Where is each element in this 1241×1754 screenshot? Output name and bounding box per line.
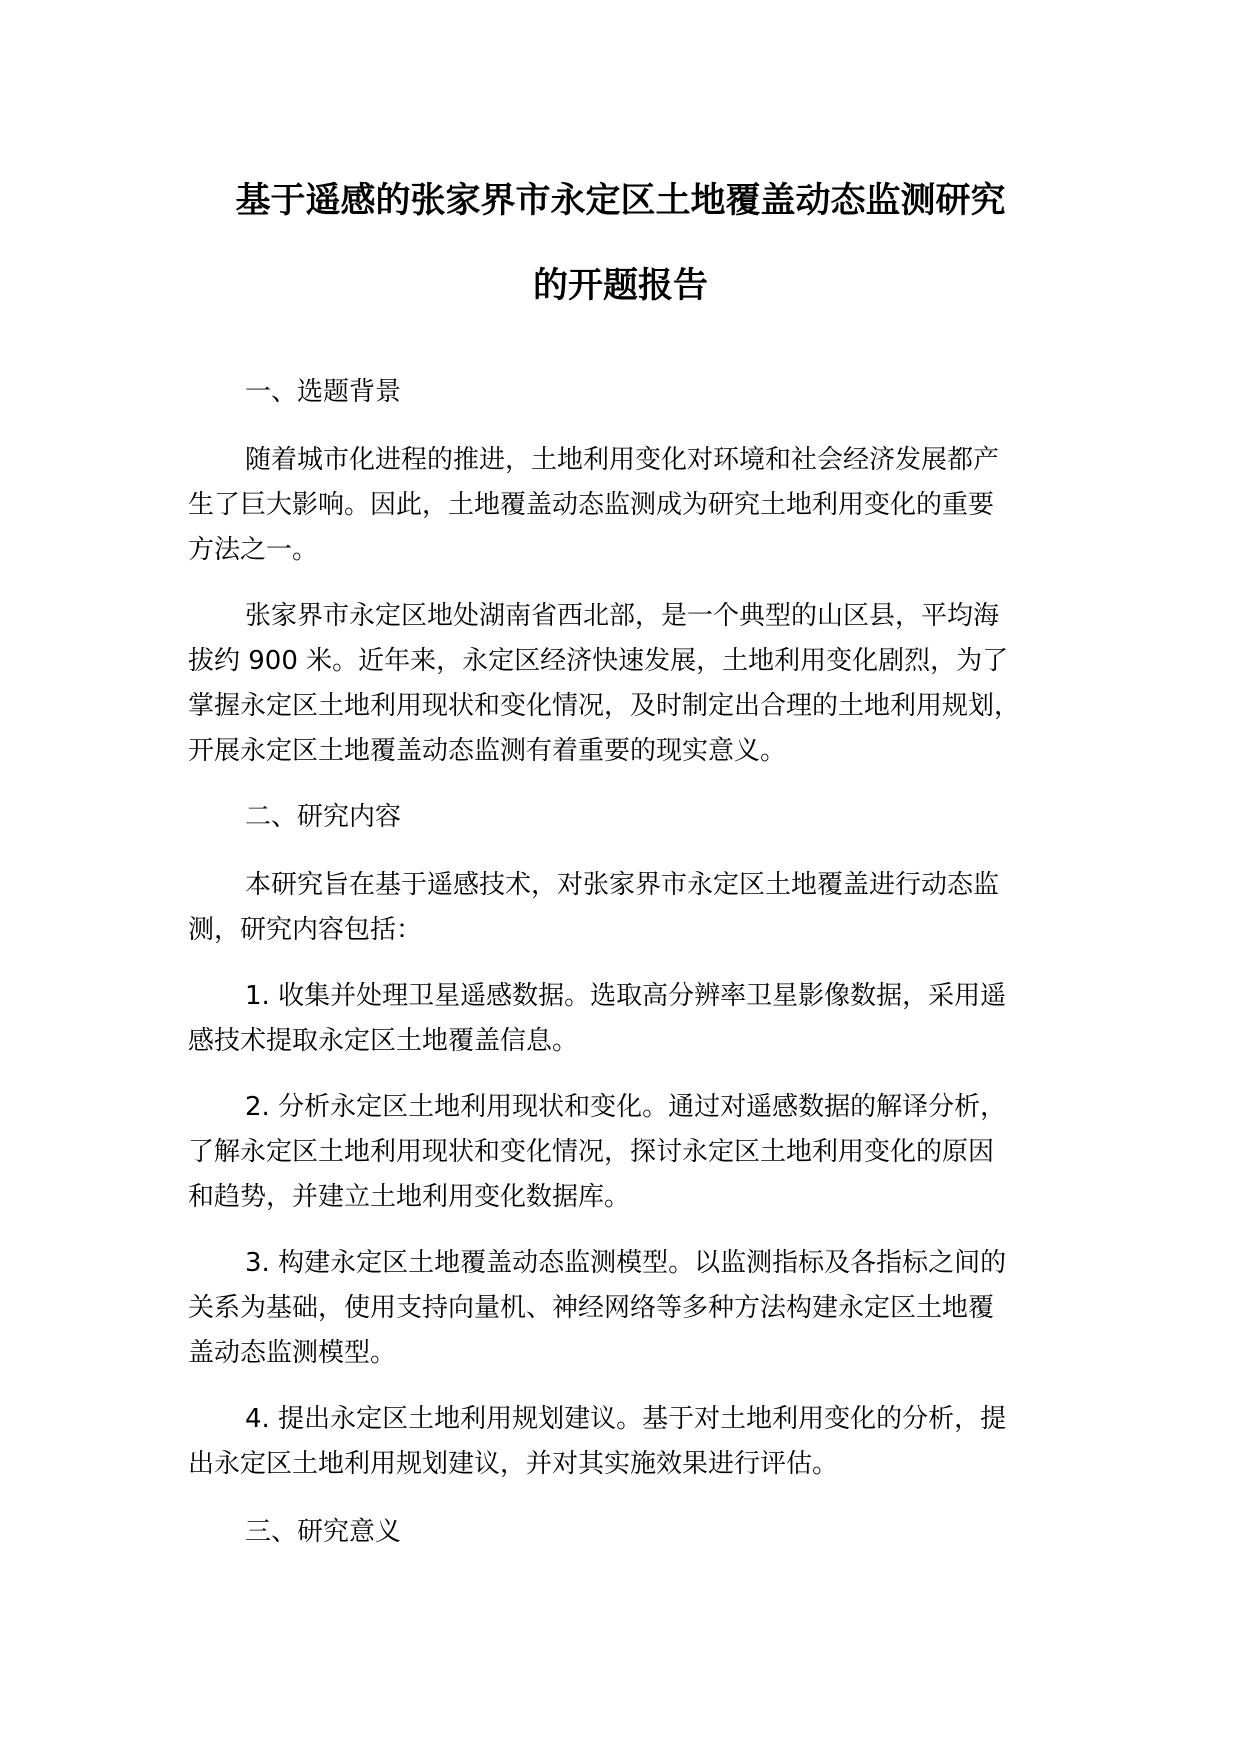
list-item-2-line-2: 了解永定区土地利用现状和变化情况，探讨永定区土地利用变化的原因 <box>188 1137 995 1167</box>
section-heading-background: 一、选题背景 <box>245 377 402 407</box>
list-item-2-line-3: 和趋势，并建立土地利用变化数据库。 <box>188 1182 631 1212</box>
paragraph-1-line-3: 方法之一。 <box>188 535 319 565</box>
list-item-3-line-1: 3. 构建永定区土地覆盖动态监测模型。以监测指标及各指标之间的 <box>245 1248 1007 1278</box>
section-heading-significance: 三、研究意义 <box>245 1517 402 1547</box>
list-item-2-line-1: 2. 分析永定区土地利用现状和变化。通过对遥感数据的解译分析， <box>245 1092 1007 1122</box>
document-title-line-1: 基于遥感的张家界市永定区土地覆盖动态监测研究 <box>235 181 1006 221</box>
list-item-3-line-3: 盖动态监测模型。 <box>188 1338 397 1368</box>
paragraph-2-line-1: 张家界市永定区地处湖南省西北部，是一个典型的山区县，平均海 <box>245 601 1000 631</box>
paragraph-3-line-2: 测，研究内容包括： <box>188 915 423 945</box>
list-item-4-line-1: 4. 提出永定区土地利用规划建议。基于对土地利用变化的分析，提 <box>245 1404 1007 1434</box>
paragraph-2-line-2: 拔约 900 米。近年来，永定区经济快速发展，土地利用变化剧烈，为了 <box>188 646 1009 676</box>
paragraph-1-line-2: 生了巨大影响。因此，土地覆盖动态监测成为研究土地利用变化的重要 <box>188 490 995 520</box>
paragraph-2-line-4: 开展永定区土地覆盖动态监测有着重要的现实意义。 <box>188 736 787 766</box>
paragraph-2-line-3: 掌握永定区土地利用现状和变化情况，及时制定出合理的土地利用规划， <box>188 691 1021 721</box>
section-heading-content: 二、研究内容 <box>245 802 402 832</box>
list-item-1-line-2: 感技术提取永定区土地覆盖信息。 <box>188 1026 579 1056</box>
list-item-4-line-2: 出永定区土地利用规划建议，并对其实施效果进行评估。 <box>188 1449 839 1479</box>
list-item-3-line-2: 关系为基础，使用支持向量机、神经网络等多种方法构建永定区土地覆 <box>188 1293 995 1323</box>
paragraph-1-line-1: 随着城市化进程的推进，土地利用变化对环境和社会经济发展都产 <box>245 445 1000 475</box>
list-item-1-line-1: 1. 收集并处理卫星遥感数据。选取高分辨率卫星影像数据，采用遥 <box>245 981 1007 1011</box>
paragraph-3-line-1: 本研究旨在基于遥感技术，对张家界市永定区土地覆盖进行动态监 <box>245 870 1000 900</box>
document-title-line-2: 的开题报告 <box>532 266 708 306</box>
